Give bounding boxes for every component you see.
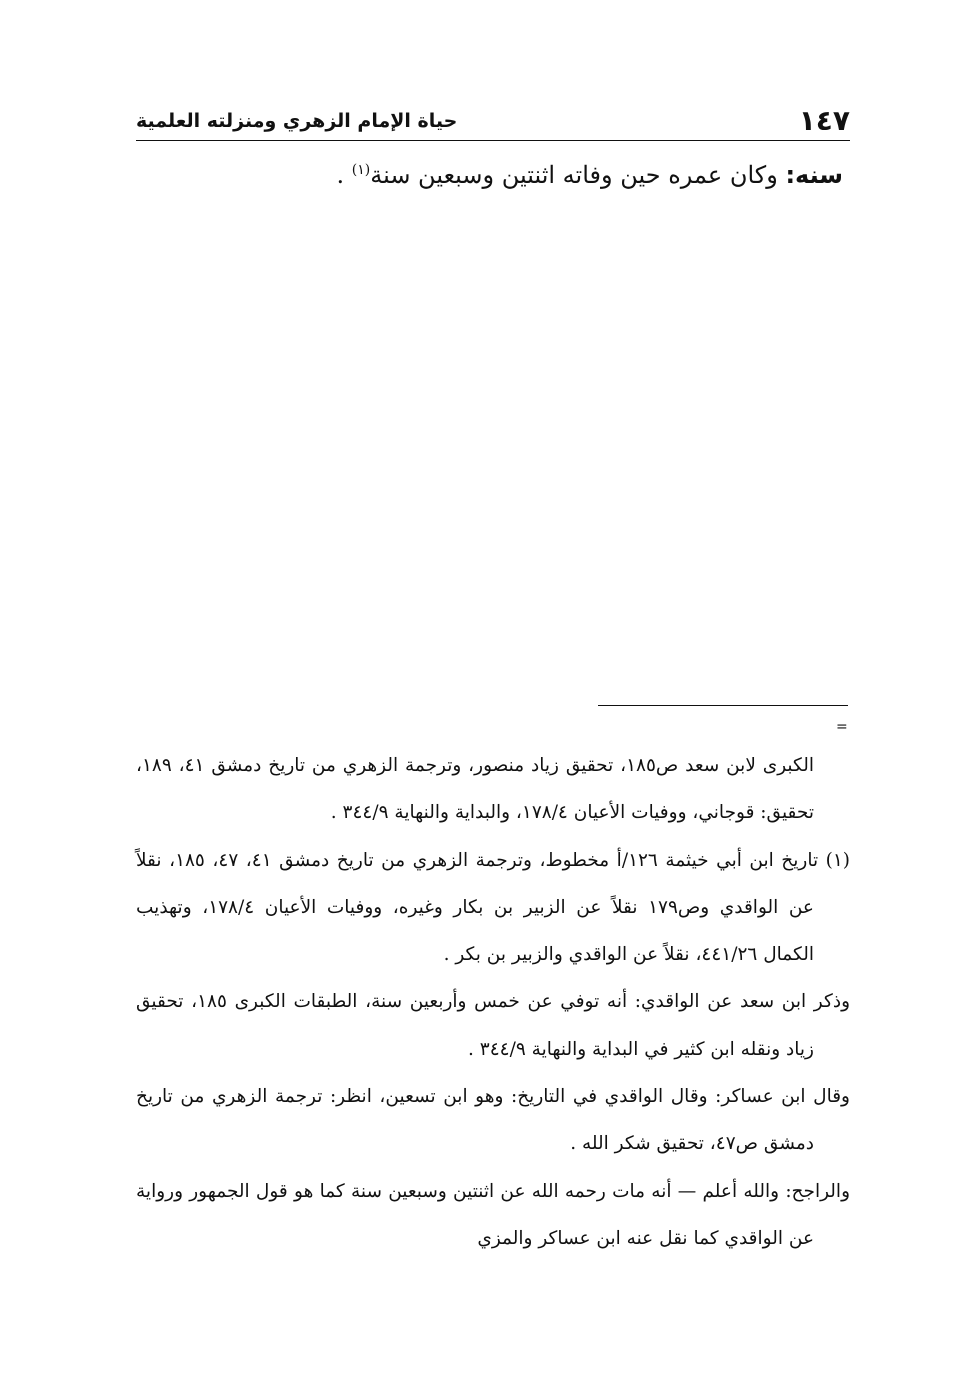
footnotes <box>136 742 850 1262</box>
body-sentence: وكان عمره حين وفاته اثنتين وسبعين سنة <box>370 161 786 189</box>
footnote-paragraph: وذكر ابن سعد عن الواقدي: أنه توفي عن خمس وأربعين سنة، الطبقات الكبرى ١٨٥، تحقيق زياد ونقله ابن كثير في البداية والنهاية ٣٤٤/٩ . <box>136 991 850 1060</box>
footnote-continuation: الكبرى لابن سعد ص١٨٥، تحقيق زياد منصور، وترجمة الزهري من تاريخ دمشق ٤١، ١٨٩، تحقيق: قوجاني، ووفيات الأعيان ١٧٨/٤، والبداية والنهاية ٣٤٤/٩ . <box>136 755 814 824</box>
page-number: ١٤٧ <box>798 104 850 137</box>
footnote-reference: (١) <box>351 162 371 178</box>
body-text <box>143 150 843 195</box>
footnote-paragraph: وقال ابن عساكر: وقال الواقدي في التاريخ: وهو ابن تسعين، انظر: ترجمة الزهري من تاريخ دمشق ص٤٧، تحقيق شكر الله . <box>136 1086 850 1155</box>
footnote-1: (١) تاريخ ابن أبي خيثمة ١٢٦/أ مخطوط، وترجمة الزهري من تاريخ دمشق ٤١، ٤٧، ١٨٥، نقلاً عن الواقدي وص١٧٩ نقلاً عن الزبير بن بكار وغيره، ووفيات الأعيان ١٧٨/٤، وتهذيب الكمال ٤٤١/٢٦، نقلاً عن الواقدي والزبير بن بكر . <box>136 849 851 966</box>
footnote-paragraph: والراجح: والله أعلم — أنه مات رحمه الله عن اثنتين وسبعين سنة كما هو قول الجمهور ورواية عن الواقدي كما نقل عنه ابن عساكر والمزي <box>136 1180 850 1249</box>
lead-word: سنه: <box>785 161 843 189</box>
sentence-end: . <box>336 161 352 189</box>
footnote-separator <box>598 705 848 706</box>
header-rule <box>136 140 850 141</box>
running-title: حياة الإمام الزهري ومنزلته العلمية <box>136 110 458 132</box>
footnote-continuation-mark: = <box>836 719 848 735</box>
page-header <box>136 104 850 140</box>
